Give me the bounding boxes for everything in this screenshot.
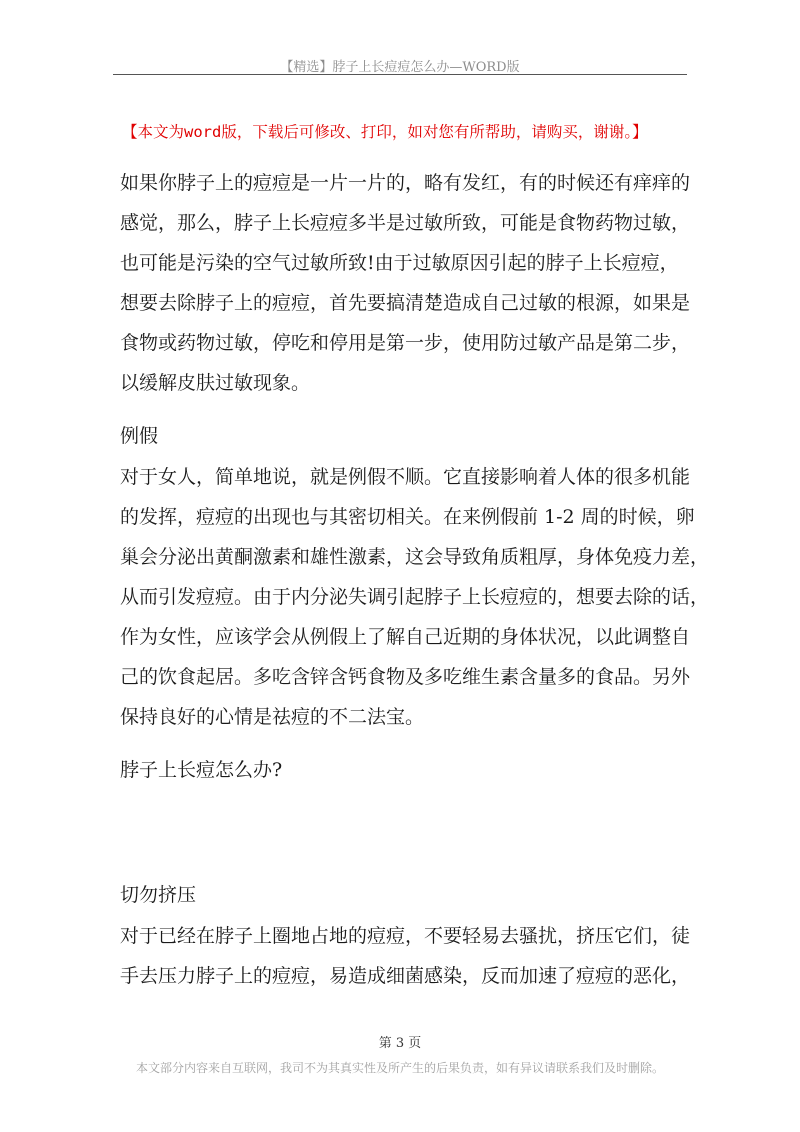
footer-disclaimer: 本文部分内容来自互联网，我司不为其真实性及所产生的后果负责，如有异议请联系我们及时删除。 — [135, 1061, 664, 1075]
paragraph-line: 作为女性，应该学会从例假上了解自己近期的身体状况，以此调整自 — [120, 626, 691, 648]
paragraph-line: 从而引发痘痘。由于内分泌失调引起脖子上长痘痘的，想要去除的话， — [120, 586, 710, 608]
paragraph-line: 巢会分泌出黄酮激素和雄性激素，这会导致角质粗厚，身体免疫力差， — [120, 546, 710, 568]
paragraph-line: 手去压力脖子上的痘痘，易造成细菌感染，反而加速了痘痘的恶化， — [120, 965, 691, 987]
paragraph-line: 食物或药物过敏，停吃和停用是第一步，使用防过敏产品是第二步， — [120, 332, 691, 354]
paragraph-period — [120, 457, 710, 737]
word-version-notice: 【本文为word版，下载后可修改、打印，如对您有所帮助，请购买，谢谢。】 — [122, 123, 648, 141]
paragraph-line: 的发挥，痘痘的出现也与其密切相关。在来例假前 1-2 周的时候，卵 — [120, 506, 695, 528]
page-header-title: 【精选】脖子上长痘痘怎么办—WORD版 — [280, 60, 520, 75]
header-divider — [113, 74, 687, 75]
paragraph-line: 对于已经在脖子上圈地占地的痘痘，不要轻易去骚扰，挤压它们，徒 — [120, 925, 691, 947]
heading-period: 例假 — [120, 425, 159, 447]
paragraph-allergy — [120, 163, 690, 403]
paragraph-line: 以缓解皮肤过敏现象。 — [120, 372, 311, 394]
paragraph-squeeze — [120, 916, 690, 996]
paragraph-line: 如果你脖子上的痘痘是一片一片的，略有发红，有的时候还有痒痒的 — [120, 172, 691, 194]
section-heading-squeeze — [120, 875, 690, 915]
paragraph-line: 保持良好的心情是祛痘的不二法宝。 — [120, 706, 425, 728]
paragraph-line: 感觉，那么，脖子上长痘痘多半是过敏所致，可能是食物药物过敏， — [120, 212, 691, 234]
paragraph-line: 己的饮食起居。多吃含锌含钙食物及多吃维生素含量多的食品。另外 — [120, 666, 691, 688]
paragraph-line: 对于女人，简单地说，就是例假不顺。它直接影响着人体的很多机能 — [120, 466, 691, 488]
paragraph-line: 想要去除脖子上的痘痘，首先要搞清楚造成自己过敏的根源，如果是 — [120, 292, 691, 314]
heading-question: 脖子上长痘怎么办? — [120, 759, 283, 781]
paragraph-line: 也可能是污染的空气过敏所致!由于过敏原因引起的脖子上长痘痘， — [120, 252, 679, 274]
section-heading-question — [120, 750, 690, 790]
heading-squeeze: 切勿挤压 — [120, 884, 197, 906]
section-heading-period — [120, 416, 690, 456]
page-number: 第 3 页 — [378, 1036, 422, 1051]
